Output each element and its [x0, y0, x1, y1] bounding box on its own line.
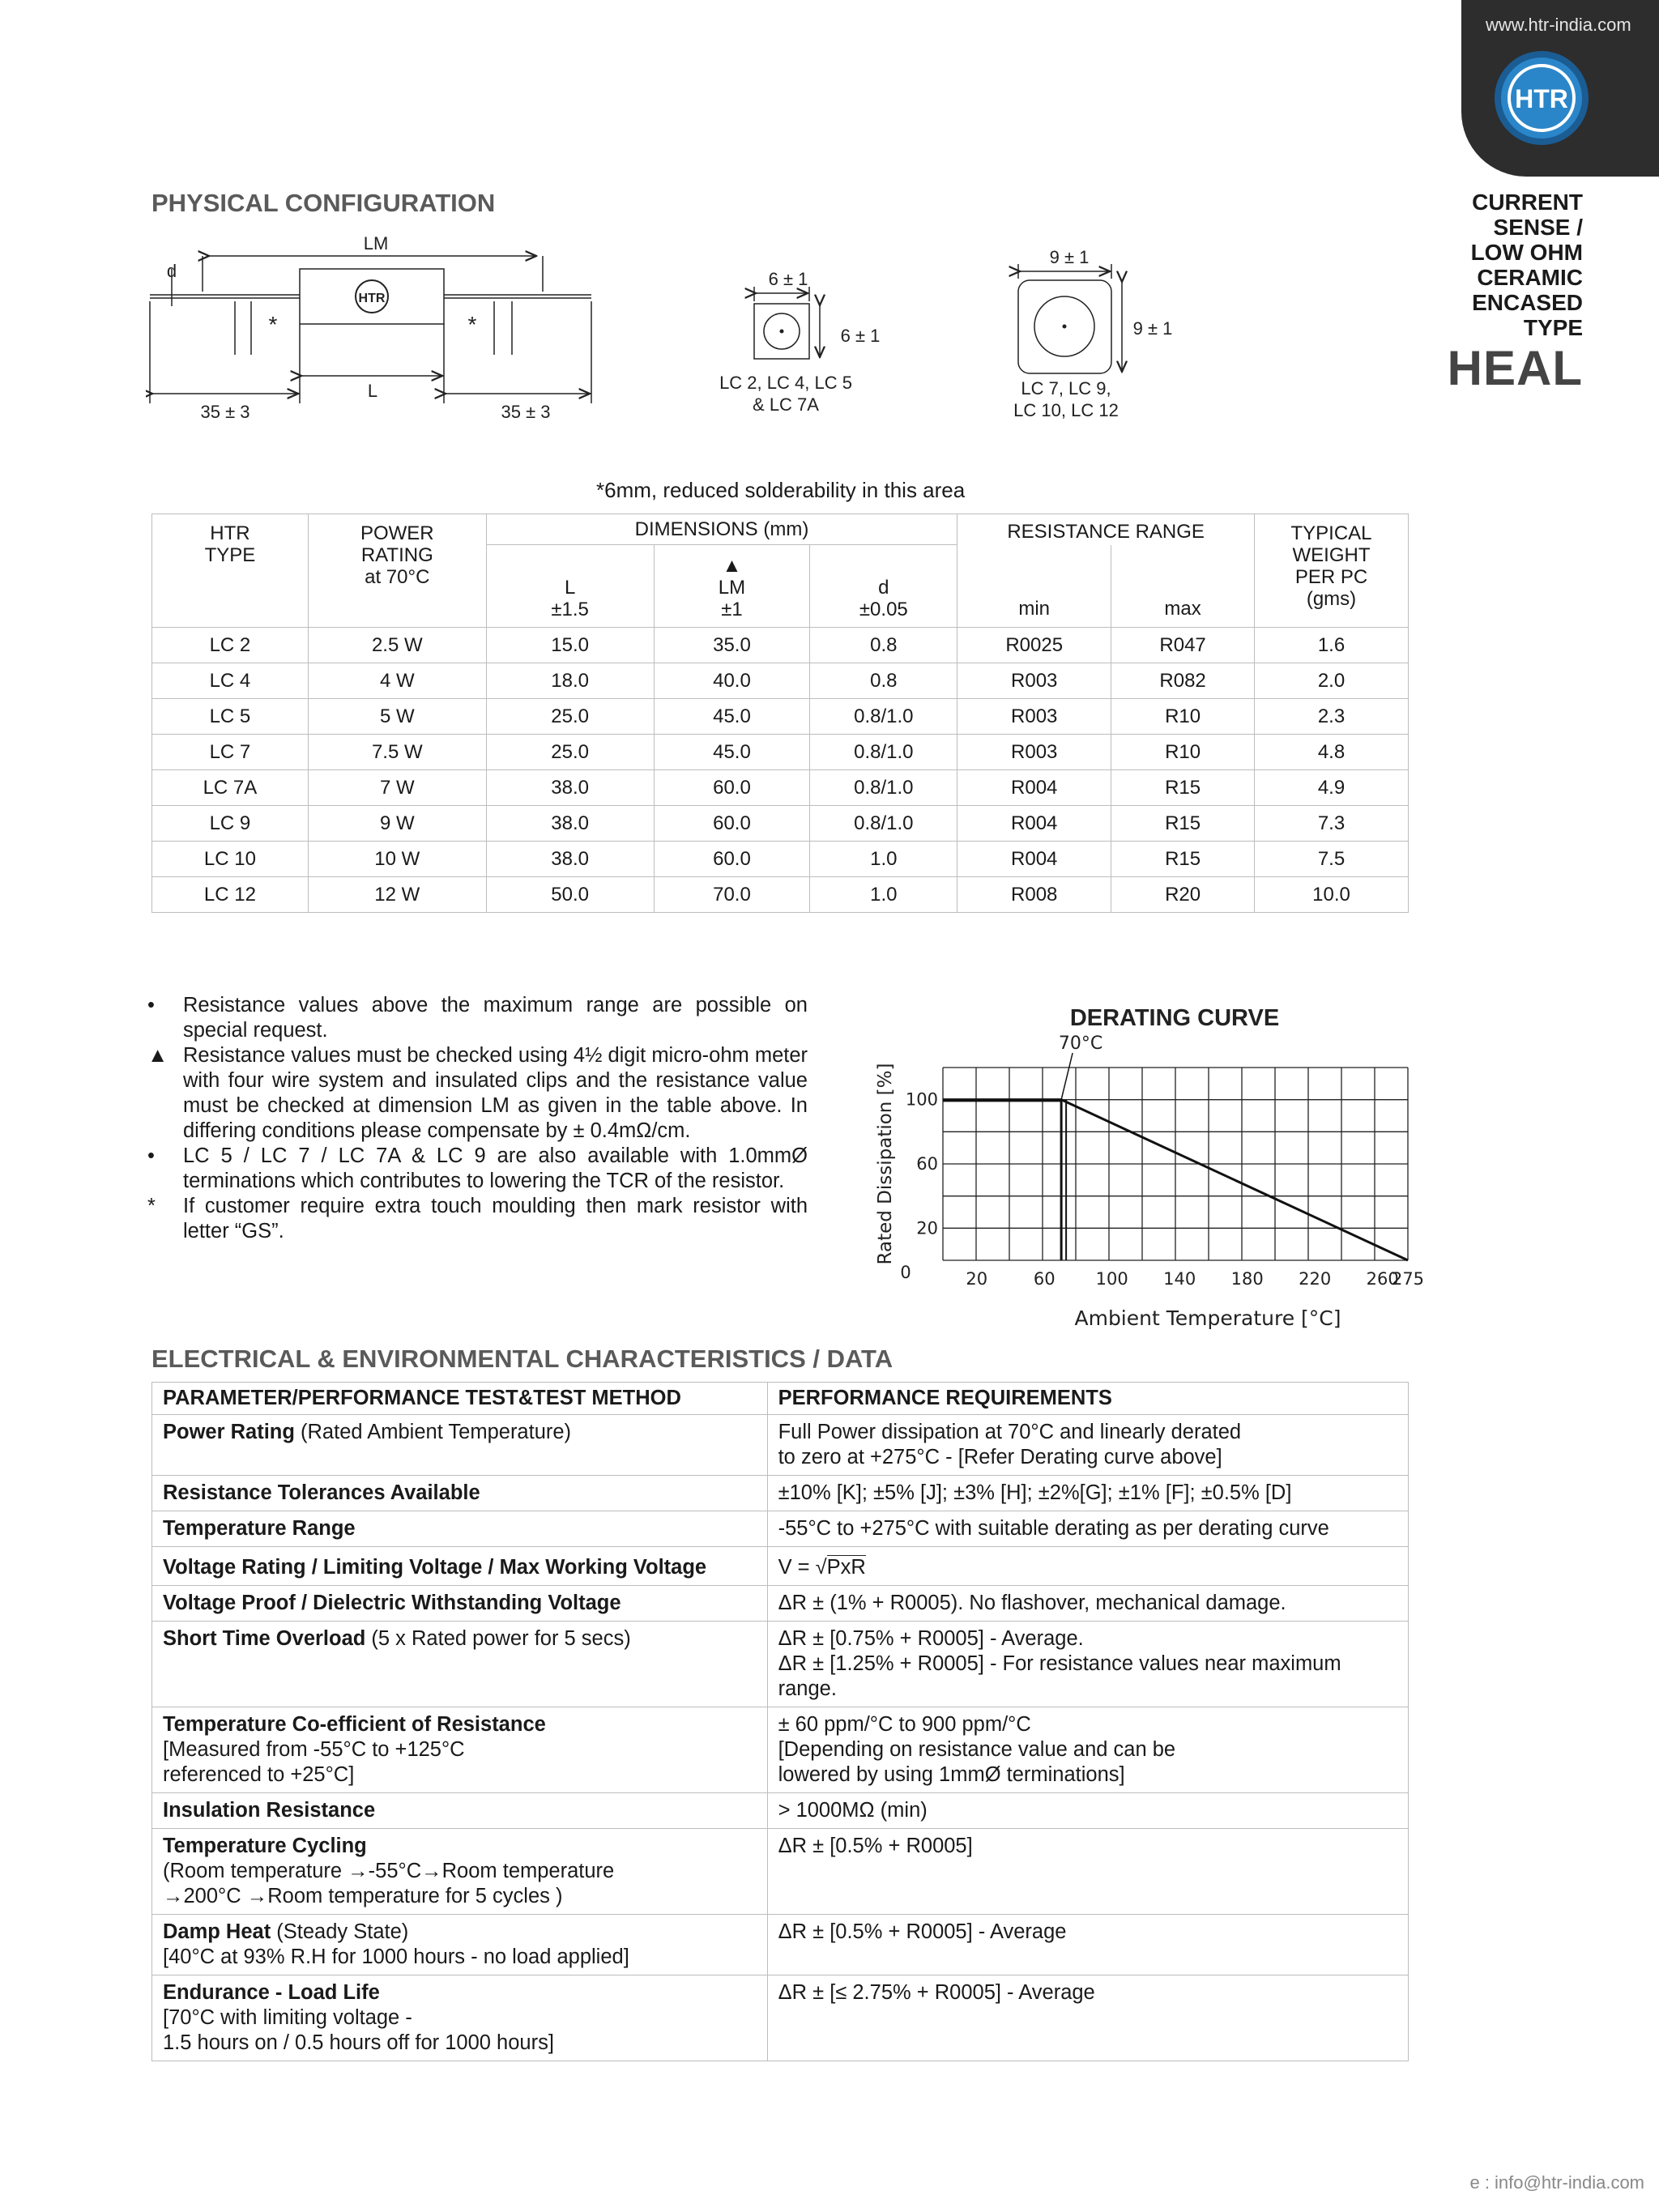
table-cell: R047	[1111, 628, 1255, 663]
table-row	[152, 1622, 1409, 1707]
bullet-icon: •	[147, 994, 155, 1016]
large-caption-2: LC 10, LC 12	[1013, 400, 1119, 420]
chart-ticks	[906, 1090, 1424, 1289]
table-cell: 2.5 W	[308, 628, 486, 663]
table-cell: R20	[1111, 877, 1255, 913]
y-tick-label: 100	[905, 1089, 938, 1110]
logo-text: HTR	[1515, 84, 1568, 113]
requirement-cell: ΔR ± [≤ 2.75% + R0005] - Average	[767, 1975, 1408, 2061]
requirement-cell: ΔR ± [0.5% + R0005] - Average	[767, 1915, 1408, 1975]
square-root-icon: √	[815, 1556, 827, 1579]
param-cell: Endurance - Load Life [70°C with limiting voltage - 1.5 hours on / 0.5 hours off for 1000 hours]	[152, 1975, 768, 2061]
table-cell: R15	[1111, 806, 1255, 842]
col-header-min: min	[957, 545, 1111, 628]
col-header-resistance: RESISTANCE RANGE	[957, 514, 1255, 545]
param-cell: Temperature Cycling (Room temperature →-55°C→Room temperature →200°C →Room temperature for 5 cycles )	[152, 1829, 768, 1915]
product-type-line: CURRENT	[1472, 190, 1583, 215]
param-cell: Temperature Co-efficient of Resistance [Measured from -55°C to +125°C referenced to +25°C]	[152, 1707, 768, 1793]
table-cell: 4 W	[308, 663, 486, 699]
table-cell: 9 W	[308, 806, 486, 842]
table-cell: 10.0	[1255, 877, 1409, 913]
table-cell: LC 9	[152, 806, 309, 842]
y-tick-label: 60	[916, 1154, 938, 1174]
param-cell: Resistance Tolerances Available	[152, 1476, 768, 1511]
table-row	[152, 1476, 1409, 1511]
table-row	[152, 1547, 1409, 1586]
col-header-weight: TYPICAL WEIGHT PER PC (gms)	[1255, 514, 1409, 628]
table-row	[152, 1829, 1409, 1915]
requirement-cell: ± 60 ppm/°C to 900 ppm/°C [Depending on resistance value and can be lowered by using 1mmØ terminations]	[767, 1707, 1408, 1793]
table-cell: 4.9	[1255, 770, 1409, 806]
table-cell: 7.5	[1255, 842, 1409, 877]
x-tick-label: 100	[1095, 1269, 1128, 1289]
table-cell: R10	[1111, 735, 1255, 770]
table-cell: R15	[1111, 770, 1255, 806]
table-cell: 18.0	[486, 663, 654, 699]
table-cell: LC 7A	[152, 770, 309, 806]
requirement-cell: -55°C to +275°C with suitable derating as per derating curve	[767, 1511, 1408, 1547]
table-cell: R003	[957, 735, 1111, 770]
table-row	[152, 1975, 1409, 2061]
product-type-line: CERAMIC	[1477, 265, 1583, 290]
table-cell: LC 10	[152, 842, 309, 877]
product-type	[1471, 190, 1583, 340]
large-caption-1: LC 7, LC 9,	[1021, 378, 1111, 399]
small-caption-1: LC 2, LC 4, LC 5	[719, 373, 852, 393]
table-cell: 0.8/1.0	[810, 770, 957, 806]
requirement-cell: ΔR ± (1% + R0005). No flashover, mechanical damage.	[767, 1586, 1408, 1622]
large-cross-section	[1018, 264, 1122, 373]
requirement-cell: V = √PxR	[767, 1547, 1408, 1586]
product-type-line: TYPE	[1523, 315, 1583, 340]
requirement-cell: ΔR ± [0.5% + R0005]	[767, 1829, 1408, 1915]
param-cell: Insulation Resistance	[152, 1793, 768, 1829]
table-row	[152, 663, 1409, 699]
large-width-dim: 9 ± 1	[1049, 247, 1090, 267]
table-cell: LC 12	[152, 877, 309, 913]
table-cell: 10 W	[308, 842, 486, 877]
note-item: * If customer require extra touch moulding then mark resistor with letter “GS”.	[147, 1195, 808, 1242]
table-row	[152, 1707, 1409, 1793]
table-cell: 35.0	[654, 628, 810, 663]
chart-ylabel: Rated Dissipation [%]	[875, 1063, 896, 1265]
param-cell: Voltage Proof / Dielectric Withstanding Voltage	[152, 1586, 768, 1622]
resistor-logo-text: HTR	[358, 292, 386, 305]
table-cell: 15.0	[486, 628, 654, 663]
table-cell: 40.0	[654, 663, 810, 699]
table-cell: 60.0	[654, 806, 810, 842]
physical-config-title: PHYSICAL CONFIGURATION	[151, 189, 496, 217]
product-type-line: LOW OHM	[1470, 240, 1583, 265]
table-cell: 1.6	[1255, 628, 1409, 663]
table-cell: 0.8/1.0	[810, 735, 957, 770]
bullet-icon: •	[147, 1144, 155, 1167]
x-tick-label: 260	[1366, 1269, 1399, 1289]
htr-logo	[1492, 49, 1591, 147]
table-row	[152, 842, 1409, 877]
electrical-title: ELECTRICAL & ENVIRONMENTAL CHARACTERISTICS / DATA	[151, 1345, 893, 1373]
chart-grid	[943, 1068, 1408, 1260]
x-tick-label: 220	[1299, 1269, 1332, 1289]
table-row	[152, 735, 1409, 770]
product-type-line: ENCASED	[1472, 290, 1583, 315]
table-cell: 12 W	[308, 877, 486, 913]
label-lm: LM	[363, 233, 389, 254]
electrical-table	[151, 1382, 1409, 2061]
website-link[interactable]: www.htr-india.com	[1486, 15, 1631, 35]
table-cell: 1.0	[810, 877, 957, 913]
table-cell: 7.5 W	[308, 735, 486, 770]
note-item: ▲ Resistance values must be checked using 4½ digit micro-ohm meter with four wire system and insulated clips and the resistance value must be checked at dimension LM as given in the table above. In differing conditions please compensate by ± 0.4mΩ/cm.	[147, 1044, 808, 1142]
table-cell: 0.8/1.0	[810, 806, 957, 842]
table-cell: 2.3	[1255, 699, 1409, 735]
table-row	[152, 628, 1409, 663]
table-cell: R004	[957, 842, 1111, 877]
table-cell: R15	[1111, 842, 1255, 877]
star-right: *	[467, 312, 477, 337]
table-cell: 25.0	[486, 735, 654, 770]
product-code: HEAL	[1447, 341, 1583, 395]
table-row	[152, 1586, 1409, 1622]
table-cell: 2.0	[1255, 663, 1409, 699]
table-row	[152, 806, 1409, 842]
table-row	[152, 1415, 1409, 1476]
x-tick-label: 180	[1230, 1269, 1264, 1289]
label-d: d	[166, 261, 177, 281]
requirement-cell: > 1000MΩ (min)	[767, 1793, 1408, 1829]
table-cell: R004	[957, 806, 1111, 842]
dimension-table	[151, 514, 1409, 913]
col-header-requirement: PERFORMANCE REQUIREMENTS	[767, 1383, 1408, 1415]
table-cell: LC 7	[152, 735, 309, 770]
table-cell: 5 W	[308, 699, 486, 735]
param-cell: Power Rating (Rated Ambient Temperature)	[152, 1415, 768, 1476]
table-cell: 60.0	[654, 842, 810, 877]
col-header-lm: ▲ LM ±1	[654, 545, 810, 628]
table-row	[152, 1511, 1409, 1547]
small-cross-section	[754, 287, 820, 359]
requirement-cell: Full Power dissipation at 70°C and linearly derated to zero at +275°C - [Refer Derating curve above]	[767, 1415, 1408, 1476]
asterisk-icon: *	[147, 1195, 156, 1217]
notes-list	[147, 993, 808, 1244]
table-row	[152, 770, 1409, 806]
table-row	[152, 877, 1409, 913]
table-cell: 38.0	[486, 806, 654, 842]
table-row	[152, 1793, 1409, 1829]
param-cell: Short Time Overload (5 x Rated power for 5 secs)	[152, 1622, 768, 1707]
lead-right-length: 35 ± 3	[501, 402, 551, 422]
table-cell: R003	[957, 699, 1111, 735]
x-tick-label: 140	[1163, 1269, 1196, 1289]
annotation-leader	[1061, 1053, 1073, 1100]
requirement-cell: ΔR ± [0.75% + R0005] - Average. ΔR ± [1.25% + R0005] - For resistance values near maximum range.	[767, 1622, 1408, 1707]
table-cell: LC 5	[152, 699, 309, 735]
table-row	[152, 699, 1409, 735]
chart-origin-label: 0	[900, 1263, 911, 1282]
param-cell: Temperature Range	[152, 1511, 768, 1547]
table-cell: 4.8	[1255, 735, 1409, 770]
table-cell: LC 4	[152, 663, 309, 699]
col-header-parameter: PARAMETER/PERFORMANCE TEST&TEST METHOD	[152, 1383, 768, 1415]
col-header-d: d ±0.05	[810, 545, 957, 628]
table-cell: 25.0	[486, 699, 654, 735]
table-cell: 70.0	[654, 877, 810, 913]
table-cell: R0025	[957, 628, 1111, 663]
table-cell: 0.8/1.0	[810, 699, 957, 735]
table-cell: R008	[957, 877, 1111, 913]
note-item: • Resistance values above the maximum range are possible on special request.	[147, 994, 808, 1042]
chart-xlabel: Ambient Temperature [°C]	[1074, 1306, 1341, 1330]
contact-email[interactable]: e : info@htr-india.com	[1469, 2172, 1644, 2193]
small-caption-2: & LC 7A	[753, 394, 819, 415]
triangle-icon: ▲	[722, 555, 742, 577]
solderability-note: *6mm, reduced solderability in this area	[596, 478, 966, 502]
chart-annotation: 70°C	[1058, 1034, 1103, 1054]
col-header-l: L ±1.5	[486, 545, 654, 628]
col-header-dimensions: DIMENSIONS (mm)	[486, 514, 957, 545]
table-cell: 38.0	[486, 842, 654, 877]
chart-title: DERATING CURVE	[1069, 1005, 1280, 1031]
col-header-power: POWER RATING at 70°C	[308, 514, 486, 628]
large-height-dim: 9 ± 1	[1132, 318, 1173, 339]
x-tick-label: 20	[966, 1269, 988, 1289]
table-cell: R003	[957, 663, 1111, 699]
table-cell: 50.0	[486, 877, 654, 913]
small-height-dim: 6 ± 1	[840, 326, 881, 346]
param-cell: Voltage Rating / Limiting Voltage / Max Working Voltage	[152, 1547, 768, 1586]
small-width-dim: 6 ± 1	[768, 269, 808, 289]
table-cell: 45.0	[654, 735, 810, 770]
requirement-cell: ±10% [K]; ±5% [J]; ±3% [H]; ±2%[G]; ±1% [F]; ±0.5% [D]	[767, 1476, 1408, 1511]
y-tick-label: 20	[916, 1218, 938, 1238]
star-left: *	[268, 312, 278, 337]
table-cell: 7.3	[1255, 806, 1409, 842]
col-header-max: max	[1111, 545, 1255, 628]
table-cell: 7 W	[308, 770, 486, 806]
x-tick-label: 275	[1391, 1269, 1425, 1289]
physical-config-diagram	[146, 227, 1199, 429]
table-cell: 60.0	[654, 770, 810, 806]
table-cell: 38.0	[486, 770, 654, 806]
col-header-type: HTR TYPE	[152, 514, 309, 628]
table-cell: 0.8	[810, 628, 957, 663]
lead-left-length: 35 ± 3	[200, 402, 250, 422]
table-cell: R004	[957, 770, 1111, 806]
table-cell: 45.0	[654, 699, 810, 735]
table-cell: LC 2	[152, 628, 309, 663]
product-type-line: SENSE /	[1493, 215, 1583, 240]
table-cell: 0.8	[810, 663, 957, 699]
x-tick-label: 60	[1033, 1269, 1056, 1289]
note-item: • LC 5 / LC 7 / LC 7A & LC 9 are also available with 1.0mmØ terminations which contributes to lowering the TCR of the resistor.	[147, 1144, 808, 1192]
table-cell: R082	[1111, 663, 1255, 699]
table-cell: R10	[1111, 699, 1255, 735]
derating-chart	[867, 996, 1434, 1336]
triangle-icon: ▲	[147, 1044, 168, 1067]
label-l: L	[367, 381, 378, 401]
table-row	[152, 1915, 1409, 1975]
table-cell: 1.0	[810, 842, 957, 877]
param-cell: Damp Heat (Steady State) [40°C at 93% R.H for 1000 hours - no load applied]	[152, 1915, 768, 1975]
